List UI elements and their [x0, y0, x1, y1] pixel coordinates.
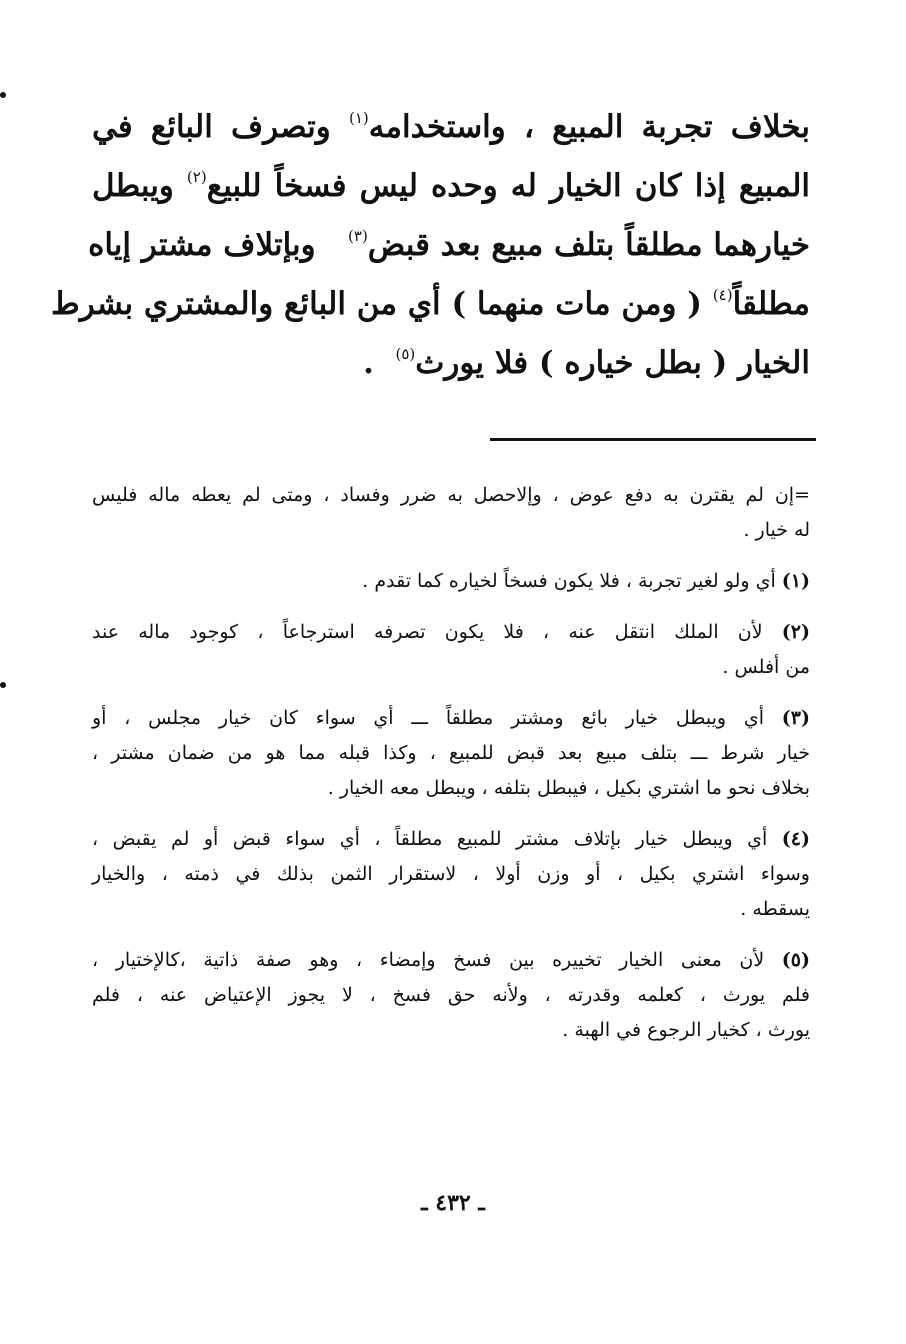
footnote-separator [490, 438, 816, 441]
footnote-marker: (٤) [712, 286, 733, 304]
main-text-line: بخلاف تجربة المبيع ، واستخدامه$^{(١)}$ وتصرف البائع في [92, 109, 810, 145]
footnote-line: (٣) أي ويبطل خيار بائع ومشتر مطلقاً ـــ أي سواء كان خيار مجلس ، أو [92, 707, 810, 729]
footnotes-section [92, 478, 810, 1064]
footnote-marker: (٣) [348, 227, 368, 245]
footnote-number: (٣) [781, 707, 810, 729]
margin-dot-mark [0, 92, 6, 98]
footnote-marker: (٢) [186, 168, 207, 186]
footnote-number: (١) [781, 570, 810, 592]
footnote-number: (٥) [781, 949, 810, 971]
main-text-line: الخيار ( بطل خياره ) فلا يورث$^{(٥)}$ . [363, 345, 810, 381]
page-number: ـ ٤٣٢ ـ [421, 1190, 485, 1216]
footnote-line: بخلاف نحو ما اشتري بكيل ، فيبطل بتلفه ، ويبطل معه الخيار . [327, 777, 810, 799]
footnote-3 [92, 701, 810, 806]
footnote-4 [92, 822, 810, 927]
main-text-line: مطلقاً$^{(٤)}$ ( ومن مات منهما ) أي من البائع والمشتري بشرط [51, 286, 810, 322]
footnote-line: (٢) لأن الملك انتقل عنه ، فلا يكون تصرفه استرجاعاً ، كوجود ماله عند [92, 621, 810, 643]
footnote-line: فلم يورث ، كعلمه وقدرته ، ولأنه حق فسخ ، لا يجوز الإعتياض عنه ، فلم [92, 984, 810, 1006]
footnote-line: =إن لم يقترن به دفع عوض ، وإلاحصل به ضرر وفساد ، ومتى لم يعطه ماله فليس [92, 484, 810, 506]
footnote-line: يورث ، كخيار الرجوع في الهبة . [562, 1019, 810, 1041]
footnote-line: (٥) لأن معنى الخيار تخييره بين فسخ وإمضاء ، وهو صفة ذاتية ،كالإختيار ، [92, 949, 810, 971]
footnote-number: (٤) [781, 828, 810, 850]
footnote-continuation [92, 478, 810, 548]
footnote-line: (١) أي ولو لغير تجربة ، فلا يكون فسخاً لخياره كما تقدم . [362, 570, 810, 592]
main-text-line: المبيع إذا كان الخيار له وحده ليس فسخاً للبيع$^{(٢)}$ ويبطل [92, 168, 811, 204]
footnote-line: له خيار . [743, 519, 810, 541]
footnote-line: (٤) أي ويبطل خيار بإتلاف مشتر للمبيع مطلقاً ، أي سواء قبض أو لم يقبض ، [92, 828, 810, 850]
main-body-text [51, 98, 811, 393]
footnote-marker: (٥) [395, 345, 416, 363]
footnote-line: يسقطه . [740, 898, 810, 920]
footnote-line: وسواء اشتري بكيل ، أو وزن أولا ، لاستقرار الثمن بذلك في ذمته ، والخيار [92, 863, 810, 885]
footnote-line: خيار شرط ـــ بتلف مبيع بعد قبض للمبيع ، وكذا قبله مما هو من ضمان مشتر ، [92, 742, 810, 764]
footnote-line: من أفلس . [722, 656, 810, 678]
footnote-marker: (١) [348, 109, 369, 127]
main-text-line: خيارهما مطلقاً بتلف مبيع بعد قبض$^{(٣)}$ وبإتلاف مشتر إياه [88, 227, 810, 263]
footnote-5 [92, 943, 810, 1048]
footnote-2 [92, 615, 810, 685]
footnote-1 [92, 564, 810, 599]
margin-dot-mark [0, 682, 6, 688]
footnote-number: (٢) [781, 621, 810, 643]
